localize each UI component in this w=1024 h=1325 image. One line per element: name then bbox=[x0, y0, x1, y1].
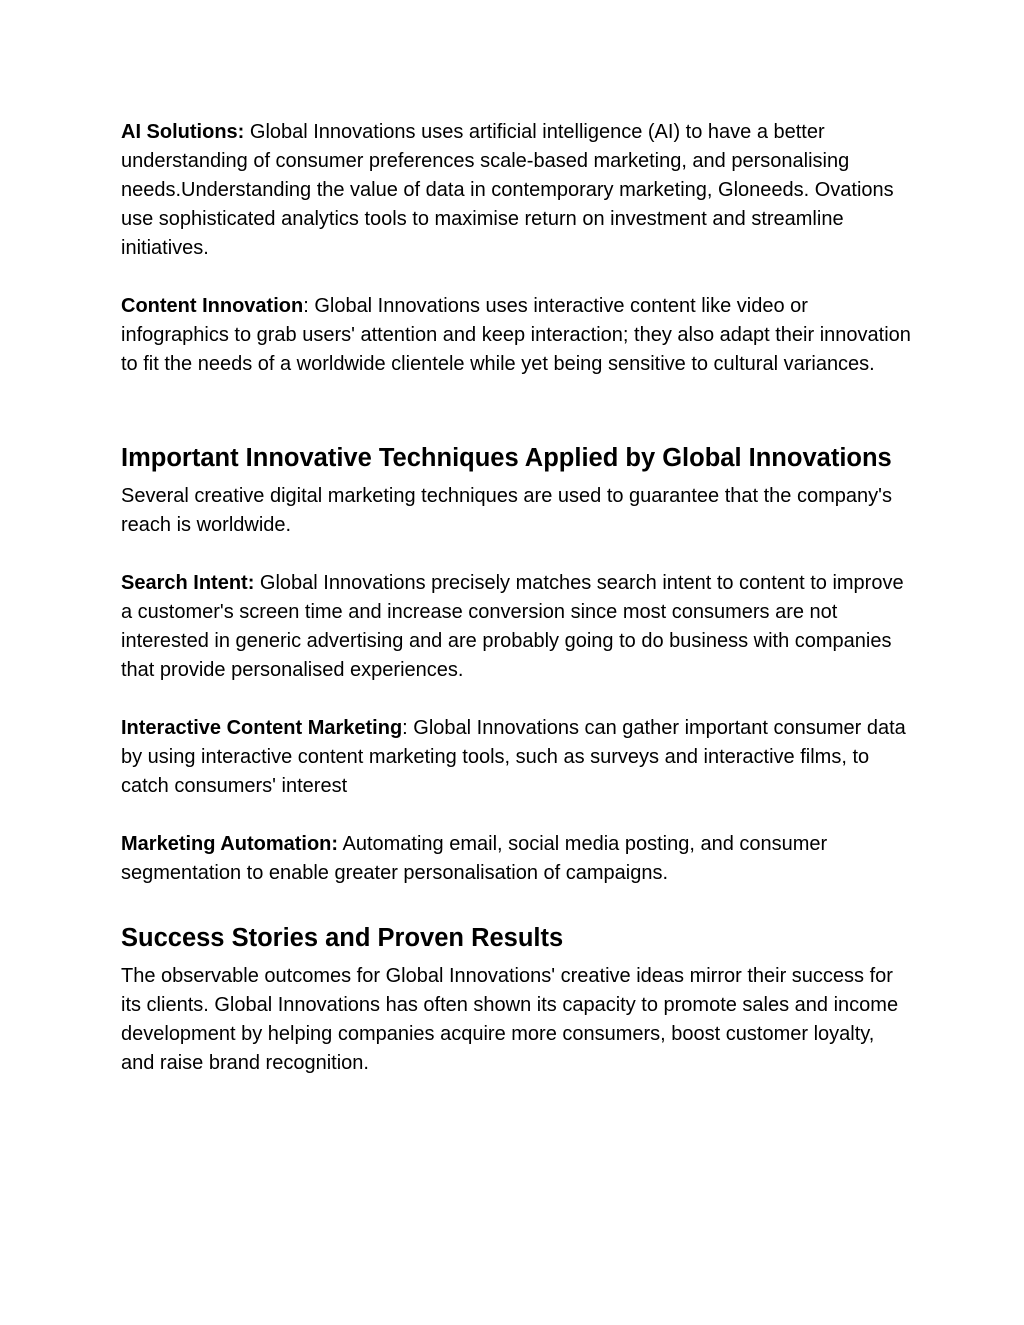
search-intent-paragraph bbox=[121, 569, 911, 685]
techniques-heading: Important Innovative Techniques Applied by Global Innovations bbox=[121, 444, 892, 472]
marketing-automation-text: Automating email, social media posting, and consumer segmentation to enable greater personalisation of campaigns. bbox=[121, 833, 828, 884]
techniques-intro: Several creative digital marketing techniques are used to guarantee that the company's reach is worldwide. bbox=[121, 485, 892, 536]
marketing-automation-paragraph bbox=[121, 830, 911, 888]
ai-solutions-label: AI Solutions: bbox=[121, 121, 245, 143]
marketing-automation-label: Marketing Automation: bbox=[121, 833, 339, 855]
interactive-content-paragraph bbox=[121, 714, 911, 801]
content-innovation-text: : Global Innovations uses interactive content like video or infographics to grab users' attention and keep interaction; they also adapt their innovation to fit the needs of a worldwide clientele while yet being sensitive to cultural variances. bbox=[121, 295, 911, 375]
content-innovation-label: Content Innovation bbox=[121, 295, 304, 317]
interactive-content-text: : Global Innovations can gather important consumer data by using interactive content marketing tools, such as surveys and interactive films, to catch consumers' interest bbox=[121, 717, 906, 797]
interactive-content-label: Interactive Content Marketing bbox=[121, 717, 403, 739]
search-intent-label: Search Intent: bbox=[121, 572, 255, 594]
search-intent-text: Global Innovations precisely matches search intent to content to improve a customer's screen time and increase conversion since most consumers are not interested in generic advertising and are probably going to do business with companies that provide personalised experiences. bbox=[121, 572, 904, 681]
content-innovation-paragraph bbox=[121, 292, 911, 379]
document-page bbox=[121, 118, 911, 1078]
ai-solutions-text: Global Innovations uses artificial intelligence (AI) to have a better understanding of consumer preferences scale-based marketing, and personalising needs.Understanding the value of data in contemporary marketing, Gloneeds. Ovations use sophisticated analytics tools to maximise return on investment and streamline initiatives. bbox=[121, 121, 894, 259]
success-body: The observable outcomes for Global Innovations' creative ideas mirror their success for its clients. Global Innovations has often shown its capacity to promote sales and income development by helping companies acquire more consumers, boost customer loyalty, and raise brand recognition. bbox=[121, 965, 899, 1074]
ai-solutions-paragraph bbox=[121, 118, 911, 263]
success-heading: Success Stories and Proven Results bbox=[121, 924, 564, 952]
